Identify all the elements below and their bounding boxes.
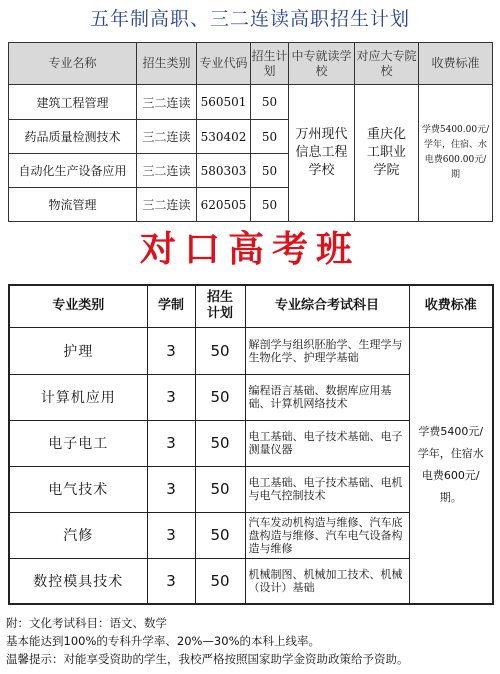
header-enroll-type: 招生类别 xyxy=(137,43,197,85)
entrance-exam-class-table xyxy=(8,284,494,605)
major-name: 自动化生产设备应用 xyxy=(9,154,137,188)
exam-subjects: 解剖学与组织胚胎学、生理学与生物化学、护理学基础 xyxy=(245,327,409,374)
college-name: 重庆化工职业学院 xyxy=(355,85,419,222)
fee-standard: 学费5400元/学年，住宿水电费600元/期。 xyxy=(409,327,493,604)
table-row xyxy=(9,85,493,120)
major-name: 建筑工程管理 xyxy=(9,85,137,120)
exam-subjects: 电工基础、电子技术基础、电机与电气控制技术 xyxy=(245,466,409,512)
exam-subjects: 汽车发动机构造与维修、汽车底盘构造与维修、汽车电气设备构造与维修 xyxy=(245,512,409,558)
major-code: 620505 xyxy=(197,188,251,222)
major-name: 物流管理 xyxy=(9,188,137,222)
years: 3 xyxy=(147,374,195,420)
table-header-row xyxy=(9,285,493,327)
header-fee: 收费标准 xyxy=(409,285,493,327)
enroll-plan: 50 xyxy=(195,512,245,558)
major-category: 计算机应用 xyxy=(9,374,147,420)
notes-section xyxy=(6,614,496,668)
enroll-plan: 50 xyxy=(251,85,289,120)
table-row xyxy=(9,327,493,374)
years: 3 xyxy=(147,466,195,512)
enroll-plan: 50 xyxy=(195,558,245,604)
major-category: 汽修 xyxy=(9,512,147,558)
header-exam-subjects: 专业综合考试科目 xyxy=(245,285,409,327)
major-name: 药品质量检测技术 xyxy=(9,120,137,154)
enroll-type: 三二连读 xyxy=(137,154,197,188)
enroll-plan: 50 xyxy=(195,327,245,374)
header-major-category: 专业类别 xyxy=(9,285,147,327)
enroll-plan: 50 xyxy=(195,466,245,512)
college-entrance-class-title: 对口高考班 xyxy=(139,228,360,270)
header-enroll-plan: 招生计划 xyxy=(195,285,245,327)
enroll-plan: 50 xyxy=(251,120,289,154)
header-school: 中专就读学校 xyxy=(289,43,355,85)
enroll-plan: 50 xyxy=(195,374,245,420)
enrollment-plan-title: 五年制高职、三二连读高职招生计划 xyxy=(89,8,410,30)
enroll-plan: 50 xyxy=(251,188,289,222)
enroll-plan: 50 xyxy=(195,420,245,466)
years: 3 xyxy=(147,420,195,466)
enroll-plan: 50 xyxy=(251,154,289,188)
exam-subjects: 电工基础、电子技术基础、电子测量仪器 xyxy=(245,420,409,466)
years: 3 xyxy=(147,512,195,558)
note-exam-subjects: 附：文化考试科目：语文、数学 xyxy=(6,616,167,630)
note-admission-rate: 基本能达到100%的专科升学率、20%—30%的本科上线率。 xyxy=(6,634,320,648)
table-header-row xyxy=(9,43,493,85)
major-code: 530402 xyxy=(197,120,251,154)
header-fee: 收费标准 xyxy=(419,43,493,85)
years: 3 xyxy=(147,558,195,604)
header-years: 学制 xyxy=(147,285,195,327)
major-category: 护理 xyxy=(9,327,147,374)
major-category: 数控模具技术 xyxy=(9,558,147,604)
enroll-type: 三二连读 xyxy=(137,120,197,154)
years: 3 xyxy=(147,327,195,374)
header-enroll-plan: 招生计划 xyxy=(251,43,289,85)
fee-standard: 学费5400.00元/学年，住宿、水电费600.00元/期 xyxy=(419,85,493,222)
exam-subjects: 编程语言基础、数据库应用基础、计算机网络技术 xyxy=(245,374,409,420)
enroll-type: 三二连读 xyxy=(137,188,197,222)
note-financial-aid: 温馨提示：对能享受资助的学生，我校严格按照国家助学金资助政策给予资助。 xyxy=(6,652,409,666)
major-category: 电气技术 xyxy=(9,466,147,512)
major-category: 电子电工 xyxy=(9,420,147,466)
school-name: 万州现代信息工程学校 xyxy=(289,85,355,222)
exam-subjects: 机械制图、机械加工技术、机械（设计）基础 xyxy=(245,558,409,604)
header-major-name: 专业名称 xyxy=(9,43,137,85)
header-college: 对应大专院校 xyxy=(355,43,419,85)
five-year-program-table xyxy=(8,42,493,222)
major-code: 560501 xyxy=(197,85,251,120)
enroll-type: 三二连读 xyxy=(137,85,197,120)
header-major-code: 专业代码 xyxy=(197,43,251,85)
major-code: 580303 xyxy=(197,154,251,188)
